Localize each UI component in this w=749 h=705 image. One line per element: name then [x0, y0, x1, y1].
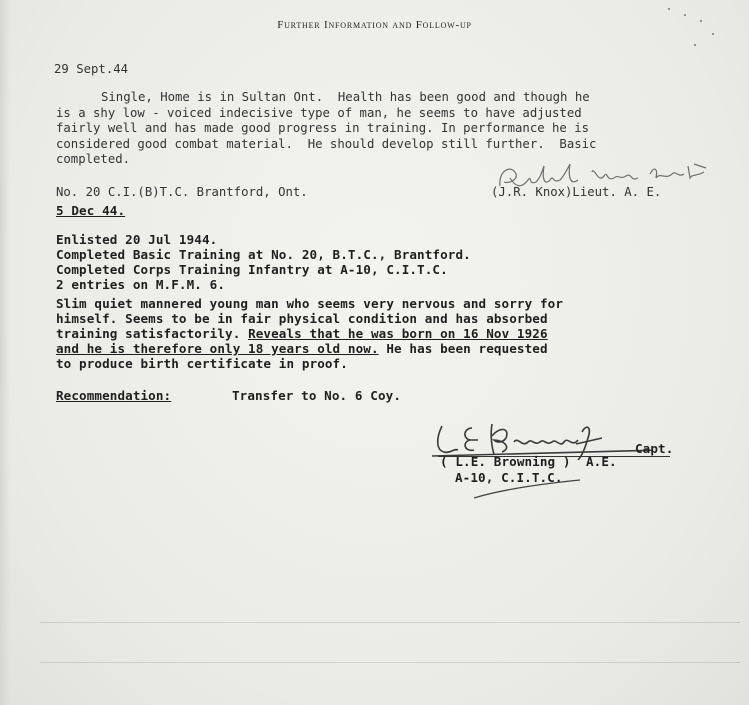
- entry1-line: Single, Home is in Sultan Ont. Health has been good and though he: [101, 90, 590, 104]
- signature-rank: Capt.: [635, 441, 674, 456]
- entry1-line: completed.: [56, 152, 131, 167]
- ink-speck: [694, 44, 696, 46]
- ink-speck: [684, 14, 686, 16]
- entry2-line-mixed: [56, 326, 548, 341]
- signature-name: ( L.E. Browning ) A.E.: [440, 454, 617, 469]
- entry2-line: Slim quiet mannered young man who seems very nervous and sorry for: [56, 296, 564, 311]
- entry2-line: himself. Seems to be in fair physical condition and has absorbed: [56, 311, 548, 326]
- entry2-line: to produce birth certificate in proof.: [56, 356, 348, 371]
- entry2-line: He has been requested: [378, 341, 548, 356]
- entry2-line: Enlisted 20 Jul 1944.: [56, 232, 218, 247]
- entry1-unit: No. 20 C.I.(B)T.C. Brantford, Ont.: [56, 185, 308, 199]
- knox-signature-icon: [494, 160, 724, 194]
- entry1-line: considered good combat material. He should develop still further. Basic: [56, 136, 597, 151]
- recommendation-text: Transfer to No. 6 Coy.: [232, 388, 402, 403]
- entry1-date: 29 Sept.44: [54, 62, 129, 76]
- entry1-line: fairly well and has made good progress in training. In performance he is: [56, 121, 590, 136]
- signature-flourish-icon: [470, 478, 590, 502]
- signature-unit: A-10, C.I.T.C.: [455, 470, 563, 485]
- birth-date-statement: Reveals that he was born on 16 Nov 1926: [248, 326, 548, 341]
- entry2-date: 5 Dec 44.: [56, 203, 126, 218]
- entry1-signature-name: (J.R. Knox)Lieut. A. E.: [491, 185, 662, 199]
- ruled-line: [40, 622, 740, 623]
- entry2-line-mixed: [56, 341, 548, 356]
- entry2-line: Completed Corps Training Infantry at A-10, C.I.T.C.: [56, 262, 448, 277]
- page-edge-shadow: [0, 0, 10, 705]
- entry2-line: Completed Basic Training at No. 20, B.T.C., Brantford.: [56, 247, 471, 262]
- ink-speck: [712, 33, 714, 35]
- age-statement: and he is therefore only 18 years old now.: [56, 341, 379, 356]
- ruled-line: [40, 662, 740, 663]
- entry2-line: 2 entries on M.F.M. 6.: [56, 277, 226, 292]
- recommendation-label: Recommendation:: [56, 388, 172, 403]
- page-title: Further Information and Follow-up: [277, 19, 472, 31]
- entry2-line: training satisfactorily.: [56, 326, 241, 341]
- entry1-line: is a shy low - voiced indecisive type of man, he seems to have adjusted: [56, 105, 582, 120]
- ink-speck: [668, 8, 670, 10]
